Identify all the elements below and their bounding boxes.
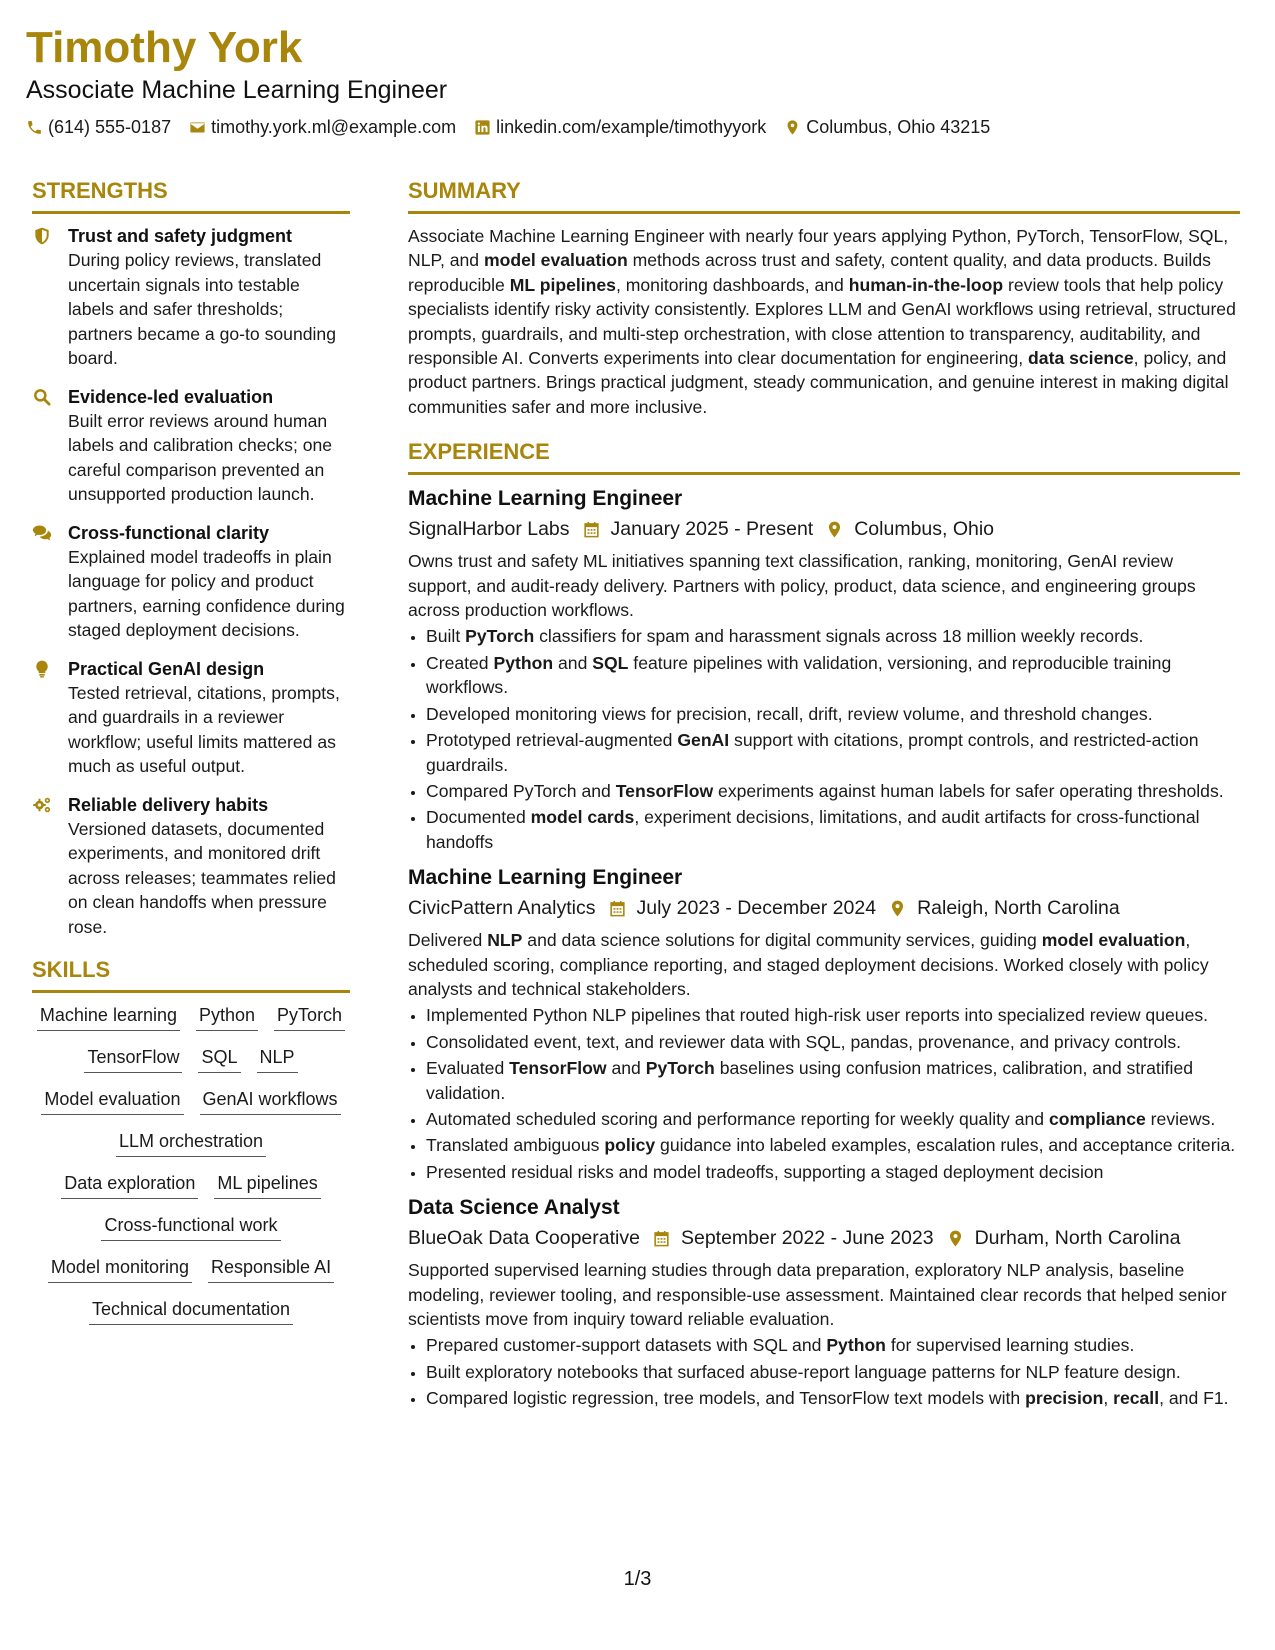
job-meta	[408, 515, 1240, 543]
job-bullet: • Evaluated TensorFlow and PyTorch baselines using confusion matrices, calibration, and stratified validation.	[426, 1056, 1240, 1105]
skills-heading: SKILLS	[32, 955, 350, 993]
map-pin-icon	[946, 1229, 965, 1248]
job-bullet: • Prepared customer-support datasets with SQL and Python for supervised learning studies.	[426, 1333, 1240, 1357]
strength-title: Evidence-led evaluation	[68, 386, 274, 407]
phone-text: (614) 555-0187	[48, 117, 172, 137]
linkedin-link[interactable]: linkedin.com/example/timothyyork	[496, 117, 767, 137]
job-location: Columbus, Ohio	[854, 518, 995, 541]
job-bullets	[408, 624, 1240, 854]
summary-section	[408, 176, 1240, 419]
map-pin-icon	[825, 520, 844, 539]
job-entry	[408, 1194, 1240, 1410]
skill-row	[32, 1045, 350, 1073]
map-pin-icon	[888, 899, 907, 918]
skill-tag: Machine learning	[37, 1003, 180, 1031]
calendar-icon	[582, 520, 601, 539]
strength-item	[32, 385, 350, 507]
job-bullet: • Created Python and SQL feature pipelines with validation, versioning, and reproducible training workflows.	[426, 651, 1240, 700]
skill-row	[32, 1297, 350, 1325]
strength-item	[32, 521, 350, 643]
summary-text: Associate Machine Learning Engineer with nearly four years applying Python, PyTorch, TensorFlow, SQL, NLP, and model evaluation methods across trust and safety, content quality, and data products. Builds reproducible ML pipelines, monitoring dashboards, and human-in-the-loop review tools that help policy specialists identify risky activity consistently. Explores LLM and GenAI workflows using retrieval, structured prompts, guardrails, and multi-step orchestration, with close attention to transparency, auditability, and responsible AI. Converts experiments into clear documentation for engineering, data science, policy, and product partners. Brings practical judgment, steady communication, and genuine interest in making digital communities safer and more inclusive.	[408, 226, 1236, 417]
skill-tag: Data exploration	[61, 1171, 198, 1199]
skill-tag: PyTorch	[274, 1003, 345, 1031]
skill-tag: GenAI workflows	[200, 1087, 341, 1115]
strength-text: Tested retrieval, citations, prompts, and guardrails in a reviewer workflow; useful limits mattered as much as useful output.	[68, 682, 340, 776]
skill-row	[32, 1213, 350, 1241]
comments-icon	[32, 523, 52, 543]
search-icon	[32, 387, 52, 407]
strengths-list	[32, 224, 350, 939]
job-bullet: • Presented residual risks and model tradeoffs, supporting a staged deployment decision	[426, 1160, 1240, 1184]
strengths-section	[32, 176, 350, 939]
job-bullet: • Prototyped retrieval-augmented GenAI support with citations, prompt controls, and restricted-action guardrails.	[426, 728, 1240, 777]
job-bullet: • Compared logistic regression, tree models, and TensorFlow text models with precision, recall, and F1.	[426, 1386, 1240, 1410]
calendar-icon	[608, 899, 627, 918]
left-column	[32, 176, 350, 1325]
contact-linkedin[interactable]	[474, 115, 766, 139]
skill-row	[32, 1003, 350, 1031]
job-bullets	[408, 1003, 1240, 1184]
job-bullet: • Implemented Python NLP pipelines that routed high-risk user reports into specialized review queues.	[426, 1003, 1240, 1027]
strength-item	[32, 224, 350, 371]
job-description: Owns trust and safety ML initiatives spanning text classification, ranking, monitoring, GenAI review support, and audit-ready delivery. Partners with policy, product, data science, and engineering groups across production workflows.	[408, 551, 1196, 621]
skills-section	[32, 955, 350, 1325]
strengths-heading: STRENGTHS	[32, 176, 350, 214]
linkedin-icon	[474, 119, 491, 136]
job-description: Delivered NLP and data science solutions for digital community services, guiding model evaluation, scheduled scoring, compliance reporting, and staged deployment decisions. Worked closely with policy analysts and technical stakeholders.	[408, 930, 1209, 999]
envelope-icon	[189, 119, 206, 136]
skill-row	[32, 1255, 350, 1283]
calendar-icon	[652, 1229, 671, 1248]
job-title: Data Science Analyst	[408, 1196, 620, 1220]
strength-title: Practical GenAI design	[68, 658, 265, 679]
skill-tag: Technical documentation	[89, 1297, 293, 1325]
experience-list	[408, 485, 1240, 1410]
job-bullet: • Translated ambiguous policy guidance into labeled examples, escalation rules, and acceptance criteria.	[426, 1133, 1240, 1157]
job-location: Durham, North Carolina	[974, 1227, 1181, 1250]
job-company: BlueOak Data Cooperative	[408, 1227, 640, 1250]
strength-title: Trust and safety judgment	[68, 226, 293, 246]
contact-bar	[26, 115, 1246, 139]
strength-text: During policy reviews, translated uncertain signals into testable labels and safer thresholds; partners became a go-to sounding board.	[68, 250, 336, 368]
strength-text: Versioned datasets, documented experiments, and monitored drift across releases; teammates relied on clean handoffs when pressure rose.	[68, 818, 336, 937]
job-bullet: • Developed monitoring views for precision, recall, drift, review volume, and threshold changes.	[426, 702, 1240, 726]
skills-list	[32, 1003, 350, 1325]
skill-tag: ML pipelines	[214, 1171, 320, 1199]
skill-tag: LLM orchestration	[116, 1129, 266, 1157]
skill-tag: TensorFlow	[84, 1045, 182, 1073]
skill-row	[32, 1087, 350, 1115]
skill-tag: Model evaluation	[41, 1087, 183, 1115]
phone-icon	[26, 119, 43, 136]
contact-phone	[26, 115, 171, 139]
right-column	[408, 176, 1240, 1421]
job-meta	[408, 1224, 1240, 1252]
job-bullets	[408, 1333, 1240, 1410]
strength-text: Explained model tradeoffs in plain language for policy and product partners, earning confidence during staged deployment decisions.	[68, 546, 345, 640]
job-entry	[408, 485, 1240, 854]
candidate-title: Associate Machine Learning Engineer	[26, 76, 448, 104]
skill-row	[32, 1171, 350, 1199]
skill-row	[32, 1129, 350, 1157]
job-title: Machine Learning Engineer	[408, 866, 683, 890]
job-meta	[408, 894, 1240, 922]
location-text: Columbus, Ohio 43215	[806, 117, 991, 137]
contact-location	[784, 115, 990, 139]
lightbulb-icon	[32, 659, 52, 679]
experience-section	[408, 437, 1240, 1410]
shield-icon	[32, 226, 52, 246]
job-company: CivicPattern Analytics	[408, 897, 596, 920]
job-entry	[408, 864, 1240, 1184]
strength-item	[32, 657, 350, 779]
strength-text: Built error reviews around human labels and calibration checks; one careful comparison prevented an unsupported production launch.	[68, 410, 333, 504]
resume-header	[26, 22, 1246, 139]
strength-title: Reliable delivery habits	[68, 794, 269, 815]
skill-tag: Model monitoring	[48, 1255, 192, 1283]
contact-email[interactable]	[189, 115, 456, 139]
gears-icon	[32, 795, 52, 815]
map-pin-icon	[784, 119, 801, 136]
job-bullet: • Consolidated event, text, and reviewer data with SQL, pandas, provenance, and privacy controls.	[426, 1030, 1240, 1054]
email-link[interactable]: timothy.york.ml@example.com	[211, 117, 457, 137]
job-bullet: • Documented model cards, experiment decisions, limitations, and audit artifacts for cross-functional handoffs	[426, 805, 1240, 854]
summary-heading: SUMMARY	[408, 176, 1240, 214]
job-bullet: • Built PyTorch classifiers for spam and harassment signals across 18 million weekly records.	[426, 624, 1240, 648]
job-bullet: • Compared PyTorch and TensorFlow experiments against human labels for safer operating thresholds.	[426, 779, 1240, 803]
strength-item	[32, 793, 350, 940]
job-title: Machine Learning Engineer	[408, 487, 683, 511]
job-description: Supported supervised learning studies through data preparation, exploratory NLP analysis, baseline modeling, reviewer tooling, and responsible-use assessment. Maintained clear records that helped senior scientists move from inquiry toward reliable evaluation.	[408, 1260, 1227, 1329]
skill-tag: Responsible AI	[208, 1255, 334, 1283]
strength-title: Cross-functional clarity	[68, 522, 270, 543]
skill-tag: Python	[196, 1003, 258, 1031]
job-bullet: • Automated scheduled scoring and performance reporting for weekly quality and compliance reviews.	[426, 1107, 1240, 1131]
job-dates: September 2022 - June 2023	[680, 1227, 934, 1250]
job-dates: January 2025 - Present	[610, 518, 814, 541]
skill-tag: Cross-functional work	[101, 1213, 280, 1241]
job-bullet: • Built exploratory notebooks that surfaced abuse-report language patterns for NLP feature design.	[426, 1360, 1240, 1384]
job-location: Raleigh, North Carolina	[917, 897, 1120, 920]
experience-heading: EXPERIENCE	[408, 437, 1240, 475]
job-company: SignalHarbor Labs	[408, 518, 570, 541]
candidate-name: Timothy York	[26, 23, 303, 72]
job-dates: July 2023 - December 2024	[636, 897, 877, 920]
page-number: 1/3	[623, 1568, 652, 1590]
skill-tag: NLP	[257, 1045, 298, 1073]
skill-tag: SQL	[198, 1045, 240, 1073]
